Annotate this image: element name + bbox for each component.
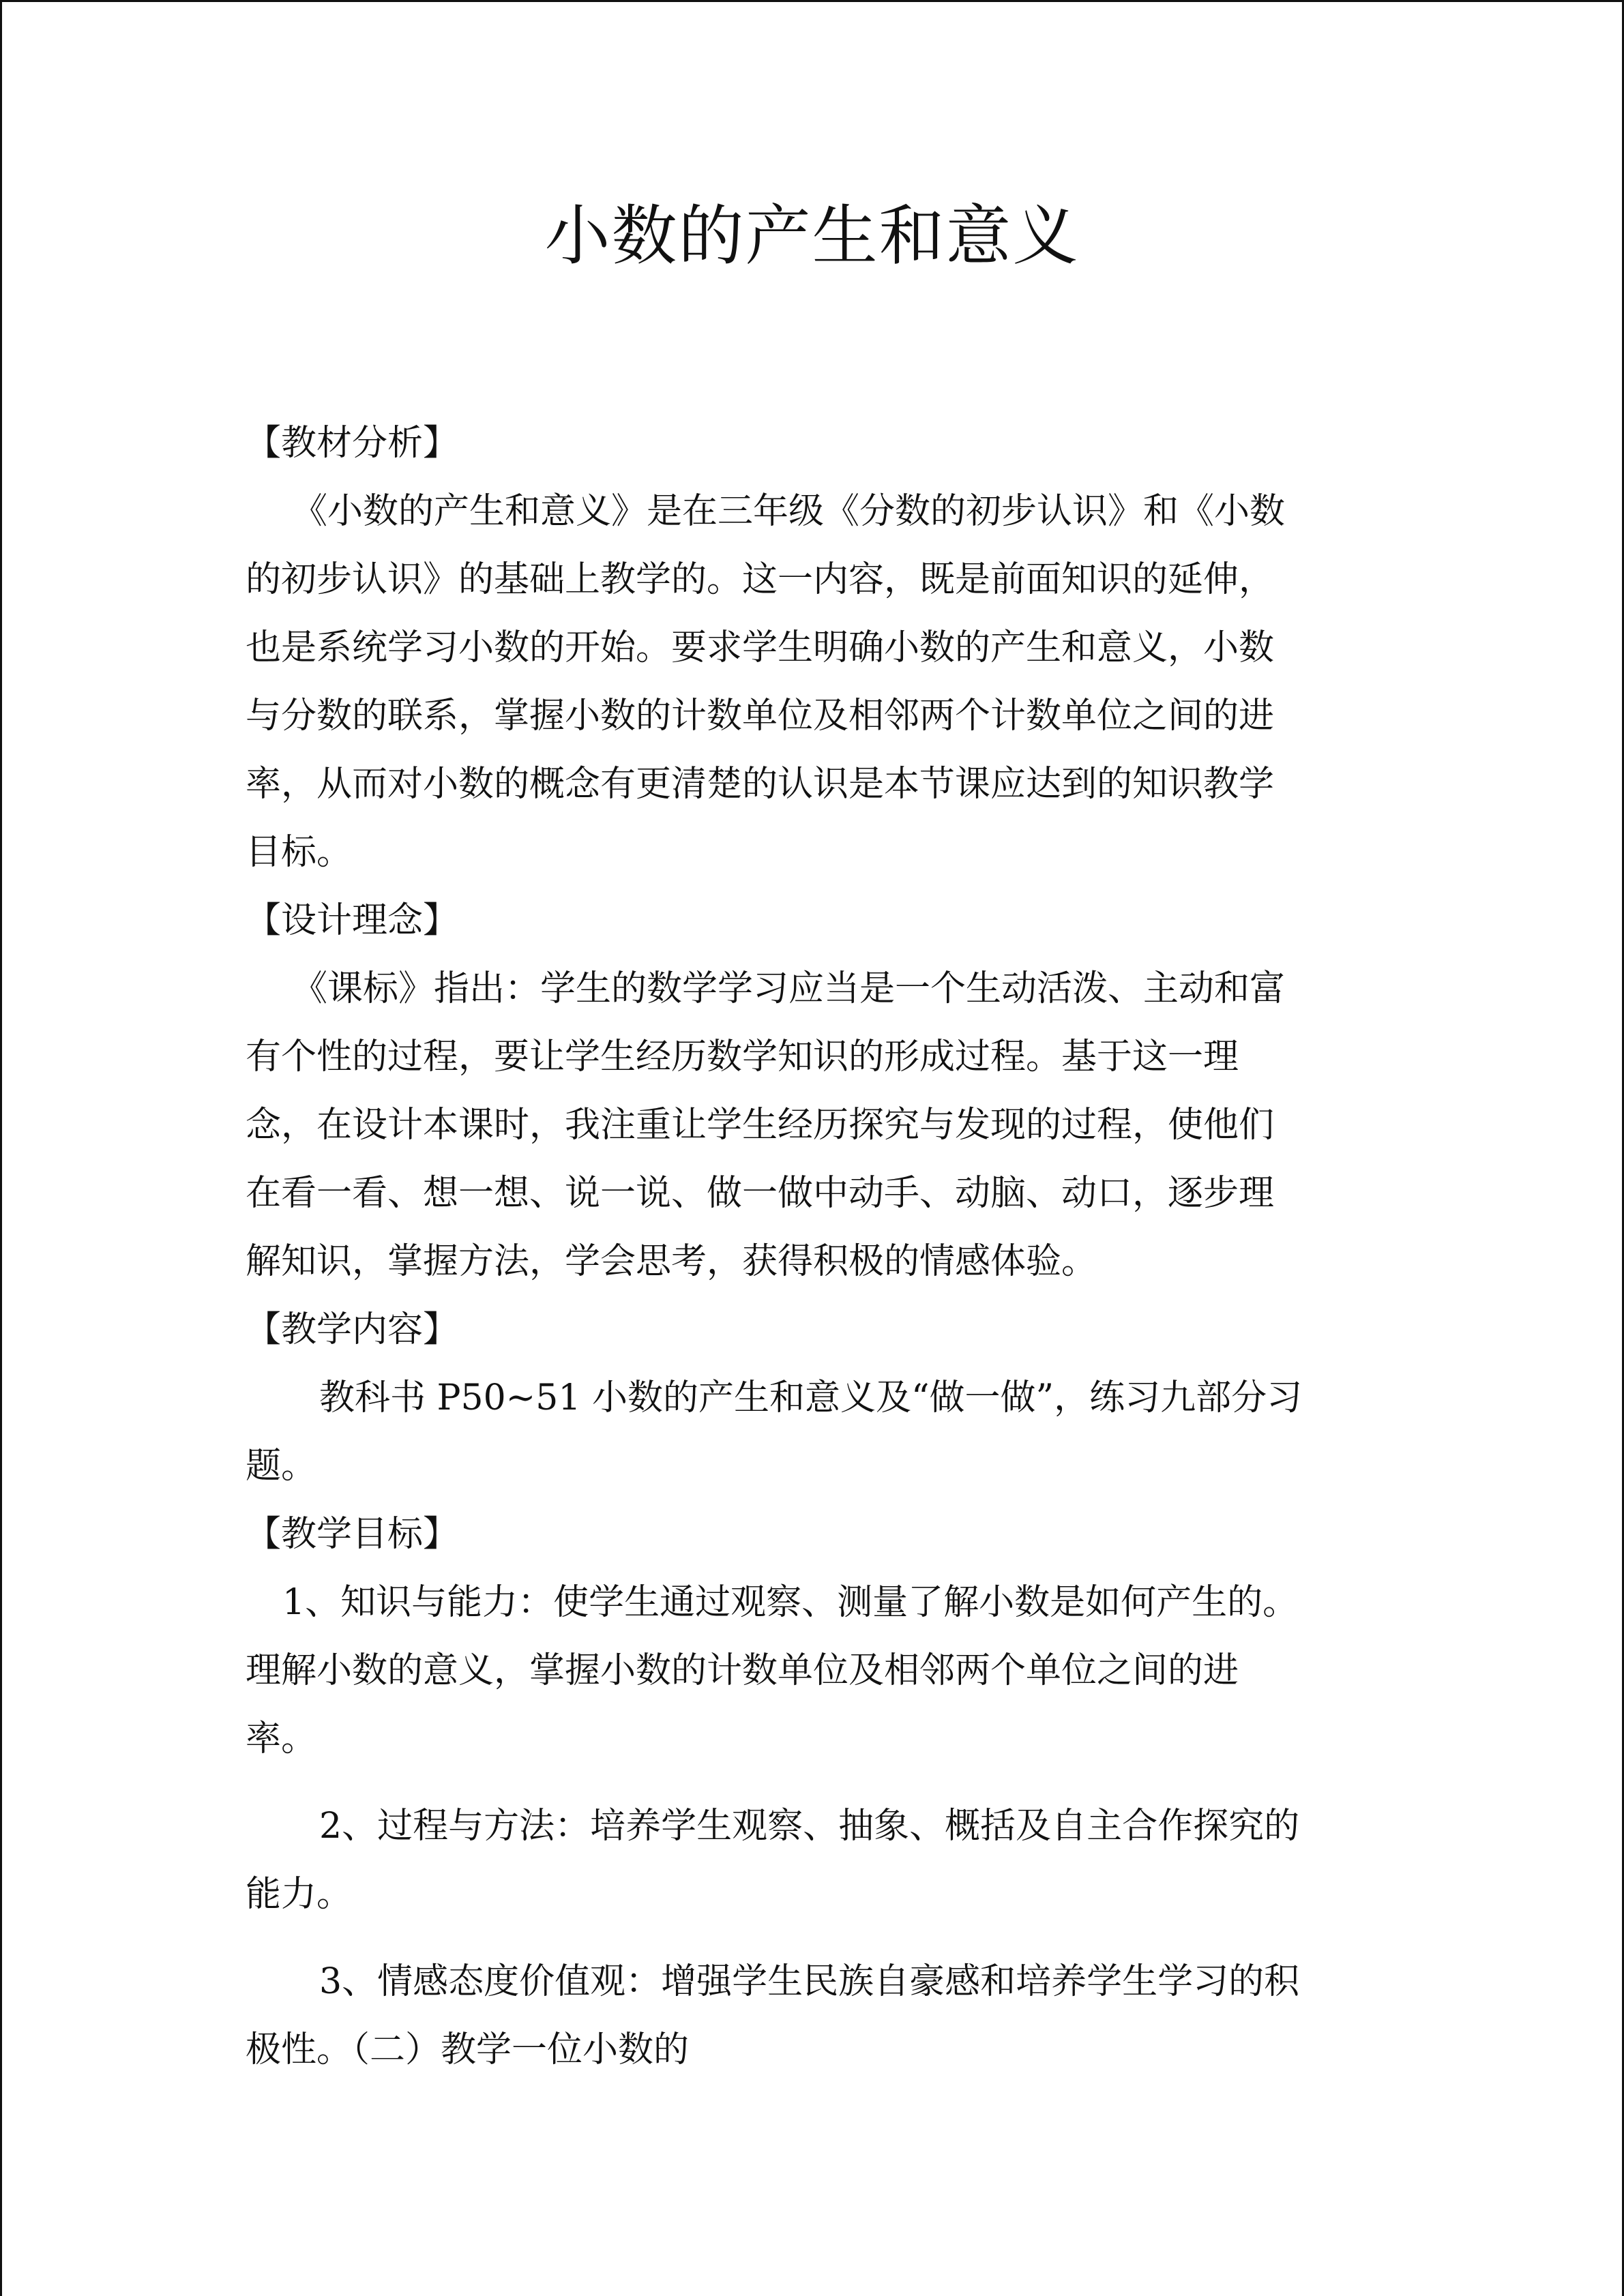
paragraph-line: 的初步认识》的基础上教学的。这一内容，既是前面知识的延伸，	[246, 559, 1275, 600]
paragraph-line: 教科书 P50~51 小数的产生和意义及“做一做”，练习九部分习	[319, 1377, 1303, 1418]
section-heading-content: 【教学内容】	[246, 1309, 459, 1350]
spacer	[246, 1928, 1381, 1948]
goal-line: 2、过程与方法：培养学生观察、抽象、概括及自主合作探究的	[319, 1806, 1300, 1847]
paragraph-line: 《课标》指出：学生的数学学习应当是一个生动活泼、主动和富	[292, 968, 1286, 1009]
goal-line: 1、知识与能力：使学生通过观察、测量了解小数是如何产生的。	[282, 1582, 1299, 1623]
spacer	[246, 1773, 1381, 1792]
goal-line: 极性。（二）教学一位小数的	[246, 2029, 690, 2070]
goal-line: 能力。	[246, 1874, 353, 1915]
paragraph-line: 目标。	[246, 832, 353, 873]
paragraph-line: 在看一看、想一想、说一说、做一做中动手、动脑、动口，逐步理	[246, 1173, 1275, 1214]
section-heading-goals: 【教学目标】	[246, 1514, 459, 1555]
paragraph-line: 也是系统学习小数的开始。要求学生明确小数的产生和意义，小数	[246, 627, 1275, 668]
goal-line: 理解小数的意义，掌握小数的计数单位及相邻两个单位之间的进	[246, 1650, 1239, 1691]
paragraph-line: 念，在设计本课时，我注重让学生经历探究与发现的过程，使他们	[246, 1105, 1275, 1146]
paragraph-line: 《小数的产生和意义》是在三年级《分数的初步认识》和《小数	[292, 491, 1286, 532]
section-heading-analysis: 【教材分析】	[246, 423, 459, 464]
paragraph-line: 解知识，掌握方法，学会思考，获得积极的情感体验。	[246, 1241, 1097, 1282]
goal-line: 3、情感态度价值观：增强学生民族自豪感和培养学生学习的积	[319, 1961, 1300, 2002]
document-body	[246, 409, 1381, 2084]
paragraph-line: 有个性的过程，要让学生经历数学知识的形成过程。基于这一理	[246, 1037, 1239, 1077]
goal-line: 率。	[246, 1718, 317, 1759]
paragraph-line: 题。	[246, 1446, 317, 1487]
document-title: 小数的产生和意义	[544, 198, 1080, 274]
section-heading-concept: 【设计理念】	[246, 900, 459, 941]
paragraph-line: 率，从而对小数的概念有更清楚的认识是本节课应达到的知识教学	[246, 764, 1275, 805]
paragraph-line: 与分数的联系，掌握小数的计数单位及相邻两个计数单位之间的进	[246, 696, 1275, 736]
